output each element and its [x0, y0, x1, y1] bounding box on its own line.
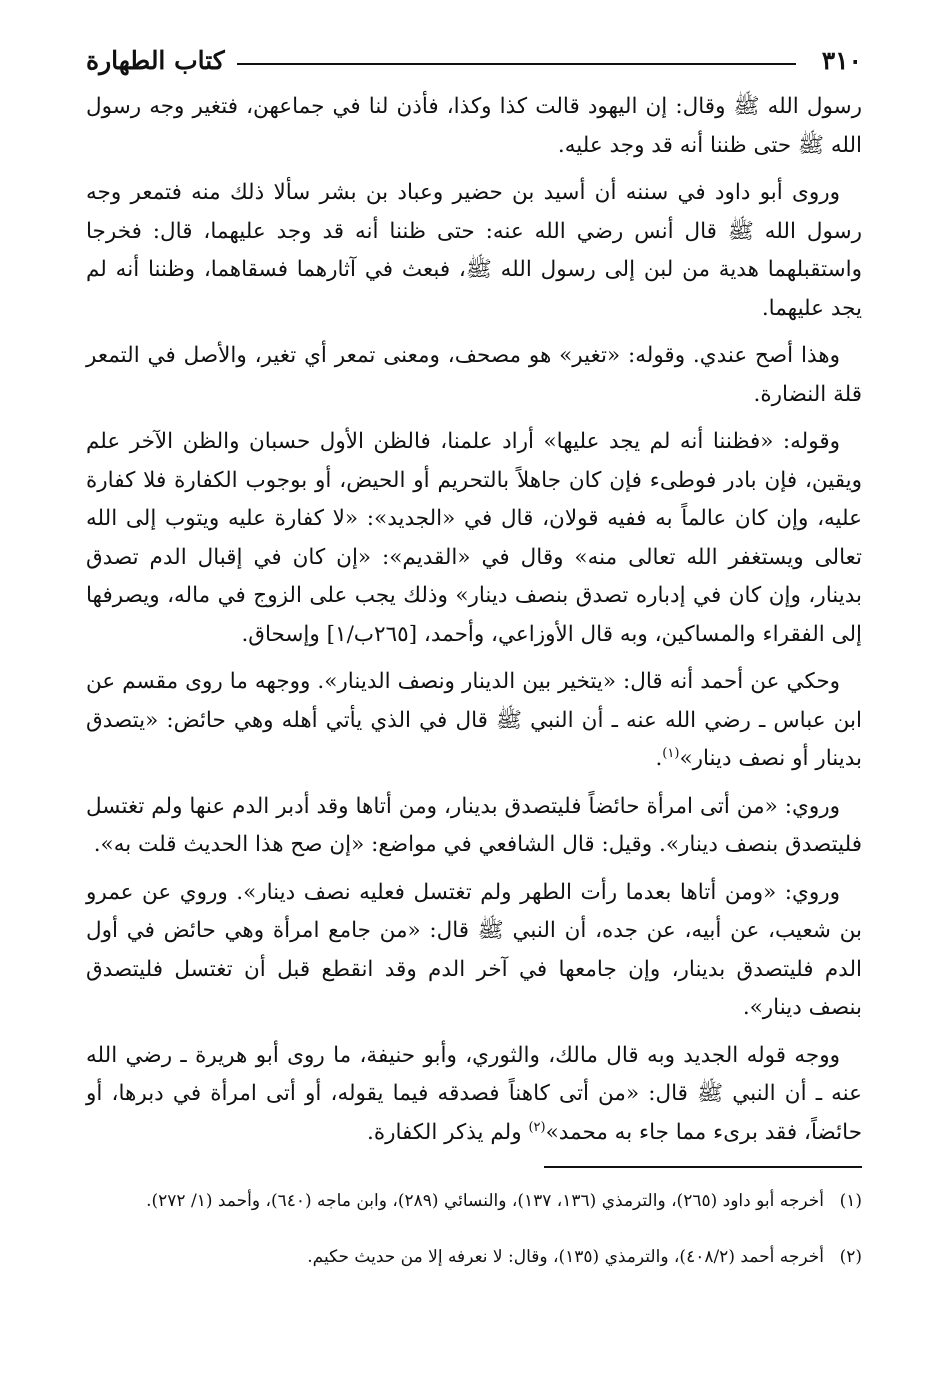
paragraph-6: وروي: «من أتى امرأة حائضاً فليتصدق بدينار، ومن أتاها وقد أدبر الدم عنها ولم تغتسل فليتصدق بنصف دينار». وقيل: قال الشافعي في مواضع: «إن صح هذا الحديث قلت به». [86, 793, 862, 857]
running-header [86, 40, 862, 80]
paragraph-5 [86, 663, 862, 779]
paragraph-8-end: ولم يذكر الكفارة. [367, 1119, 529, 1145]
paragraph-8-text: ووجه قوله الجديد وبه قال مالك، والثوري، وأبو حنيفة، ما روى أبو هريرة ـ رضي الله عنه ـ أن النبي ﷺ قال: «من أتى كاهناً فصدقه فيما يقوله، أو أتى امرأة في دبرها، أو حائضاً، فقد برىء مما جاء به محمد» [86, 1042, 862, 1145]
paragraph-5-text: وحكي عن أحمد أنه قال: «يتخير بين الدينار ونصف الدينار». ووجهه ما روى مقسم عن ابن عباس ـ رضي الله عنه ـ أن النبي ﷺ قال في الذي يأتي أهله وهي حائض: «يتصدق بدينار أو نصف دينار» [86, 669, 862, 771]
book-title: كتاب الطهارة [86, 45, 225, 75]
footnote-rule [544, 1166, 862, 1168]
footnote-1 [86, 1186, 862, 1216]
main-text [86, 88, 862, 1152]
paragraph-3: وهذا أصح عندي. وقوله: «تغير» هو مصحف، ومعنى تمعر أي تغير، والأصل في التمعر قلة النضارة. [86, 343, 862, 407]
paragraph-1: رسول الله ﷺ وقال: إن اليهود قالت كذا وكذا، فأذن لنا في جماعهن، فتغير وجه رسول الله ﷺ حتى ظننا أنه قد وجد عليه. [86, 94, 862, 158]
paragraph-4: وقوله: «فظننا أنه لم يجد عليها» أراد علمنا، فالظن الأول حسبان والظن الآخر علم ويقين، فإن بادر فوطىء فإن كان جاهلاً بالتحريم أو الحيض، أو بوجوب الكفارة فلا كفارة عليه، وإن كان عالماً به ففيه قولان، قال في «الجديد»: «لا كفارة عليه ويتوب إلى الله تعالى ويستغفر الله تعالى منه» وقال في «القديم»: «إن كان في إقبال الدم تصدق بدينار، وإن كان في إدباره تصدق بنصف دينار» وذلك يجب على الزوج في ماله، ويصرفها إلى الفقراء والمساكين، وبه قال الأوزاعي، وأحمد، [٢٦٥ب/١] وإسحاق. [86, 429, 862, 647]
footnote-number: (١) [839, 1191, 862, 1211]
footnote-ref-1[interactable]: (١) [662, 745, 680, 761]
footnotes [86, 1186, 862, 1272]
paragraph-5-end: . [655, 746, 663, 771]
footnote-ref-2[interactable]: (٢) [528, 1119, 546, 1135]
book-page [86, 40, 862, 1298]
paragraph-2: وروى أبو داود في سننه أن أسيد بن حضير وعباد بن بشر سألا ذلك منه فتمعر وجه رسول الله ﷺ قال أنس رضي الله عنه: حتى ظننا أنه قد وجد عليهما، قال: فخرجا واستقبلهما هدية من لبن إلى رسول الله ﷺ، فبعث في آثارهما فسقاهما، وظننا أنه لم يجد عليهما. [86, 180, 862, 321]
footnote-number: (٢) [839, 1247, 862, 1267]
page-number: ٣١٠ [821, 45, 862, 75]
footnote-text: أخرجه أحمد (٤٠٨/٢)، والترمذي (١٣٥)، وقال: لا نعرفه إلا من حديث حكيم. [307, 1247, 824, 1267]
paragraph-7: وروي: «ومن أتاها بعدما رأت الطهر ولم تغتسل فعليه نصف دينار». وروي عن عمرو بن شعيب، عن أبيه، عن جده، أن النبي ﷺ قال: «من جامع امرأة وهي حائض في أول الدم فليتصدق بدينار، وإن جامعها في آخر الدم وقد انقطع قبل أن تغتسل فليتصدق بنصف دينار». [86, 879, 862, 1020]
paragraph-8 [86, 1037, 862, 1153]
footnote-2 [86, 1242, 862, 1272]
header-rule [237, 63, 796, 65]
footnote-text: أخرجه أبو داود (٢٦٥)، والترمذي (١٣٦، ١٣٧)، والنسائي (٢٨٩)، وابن ماجه (٦٤٠)، وأحمد (١/ ٢٧٢). [146, 1191, 824, 1211]
